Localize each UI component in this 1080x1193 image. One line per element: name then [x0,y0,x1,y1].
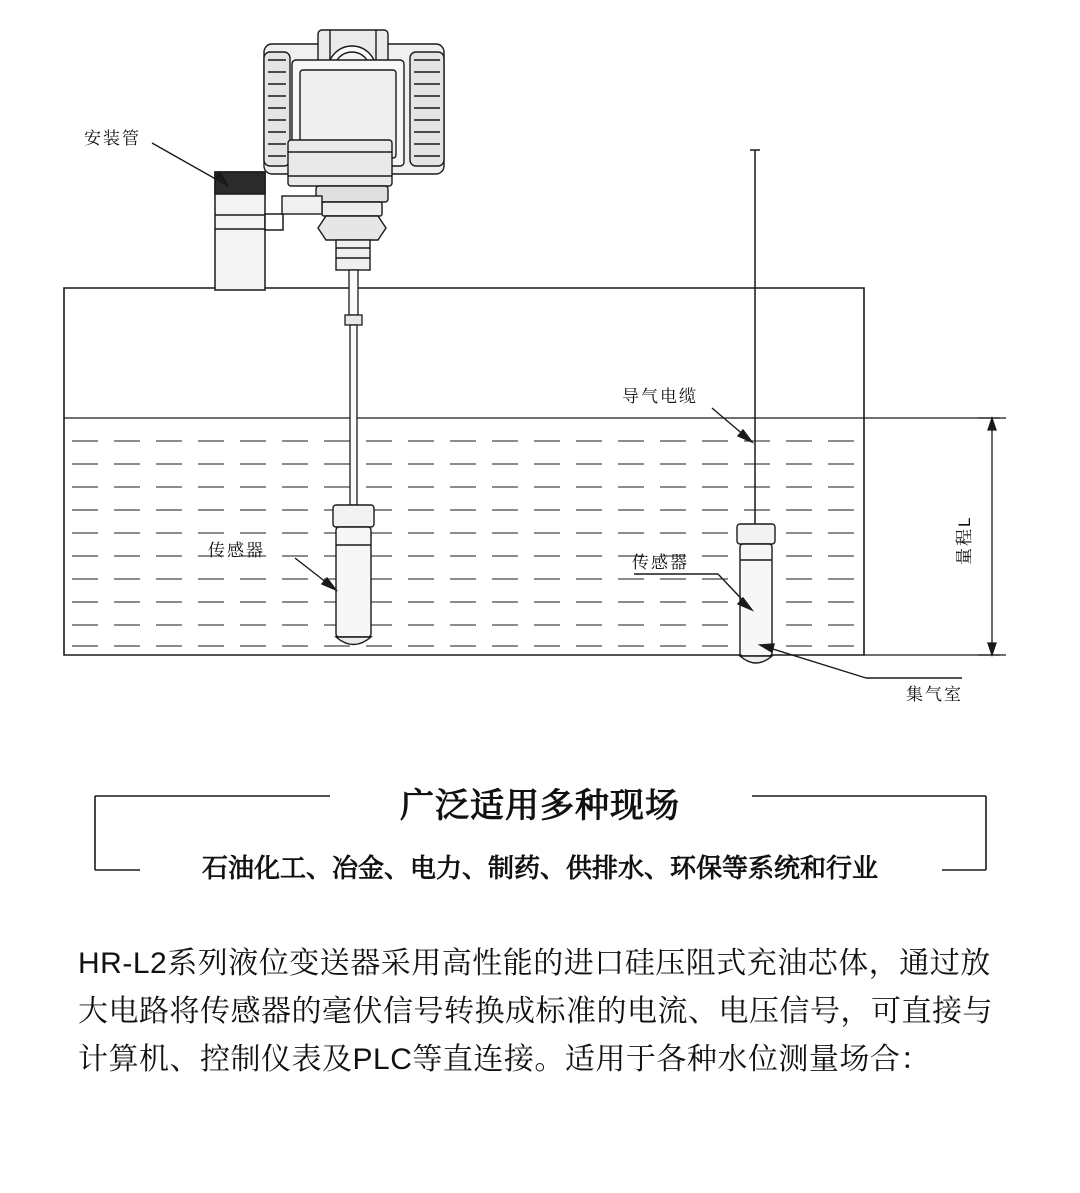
right-sensor-probe [737,524,775,663]
left-sensor-label: 传感器 [208,541,265,560]
gas-guide-cable [750,150,760,524]
product-description-paragraph: HR-L2系列液位变送器采用高性能的进口硅压阻式充油芯体，通过放大电路将传感器的毫伏信号转换成标准的电流、电压信号，可直接与计算机、控制仪表及PLC等直连接。适用于各种水位测量场合： [78,947,993,1076]
left-sensor-cable [345,270,362,505]
left-sensor-leader [295,558,336,590]
transmitter-housing [264,30,444,270]
range-dimension [978,418,1006,655]
banner-section [0,770,1080,910]
mounting-pipe [215,172,283,290]
banner-subtitle: 石油化工、冶金、电力、制药、供排水、环保等系统和行业 [201,853,878,883]
banner-title: 广泛适用多种现场 [400,787,680,825]
gas-chamber-leader [760,644,962,678]
mounting-pipe-label: 安装管 [84,129,141,148]
right-sensor-leader [634,574,752,610]
mounting-pipe-leader [152,143,228,186]
gas-chamber-label: 集气室 [906,685,963,704]
right-sensor-label: 传感器 [632,553,689,572]
left-sensor-probe [333,505,374,645]
range-label: 量程L [955,515,974,565]
gas-guide-cable-label: 导气电缆 [622,387,698,406]
gas-guide-cable-leader [712,408,752,442]
